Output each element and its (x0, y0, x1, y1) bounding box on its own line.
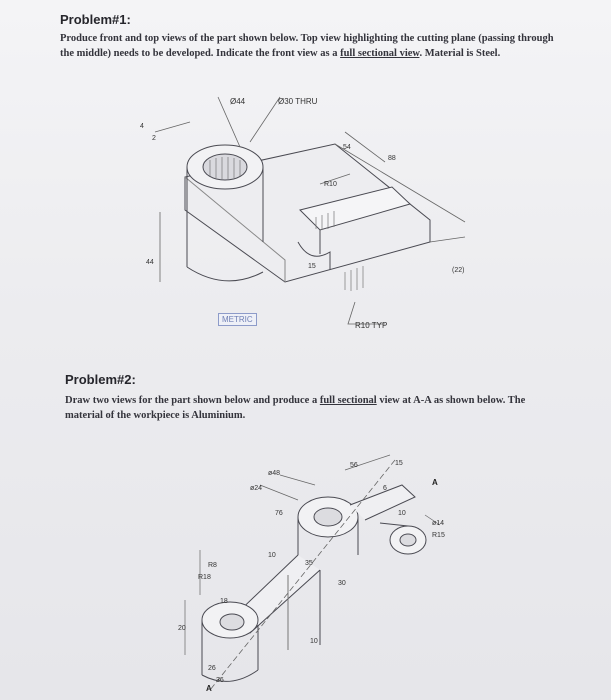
dim-r10: R10 (324, 181, 337, 188)
p2-dim-d15: 15 (395, 460, 403, 467)
p2-dim-d20: 20 (178, 625, 186, 632)
p2-dim-d56: 56 (350, 462, 358, 469)
dim-d15: 15 (308, 263, 316, 270)
p2-dim-d48: ø48 (268, 470, 281, 477)
problem1-isometric-drawing (130, 92, 490, 332)
dim-d88: 88 (388, 155, 396, 162)
p2-section-a-bottom: A (206, 684, 212, 693)
p2-dim-r8: R8 (208, 562, 217, 569)
p2-dim-d18: 18 (220, 598, 228, 605)
p2-dim-d76: 76 (275, 510, 283, 517)
problem1-link[interactable]: full sectional view (340, 48, 420, 59)
p2-dim-d10b: 10 (268, 552, 276, 559)
p2-dim-d36: 36 (216, 677, 224, 684)
problem2-title: Problem#2: (65, 372, 136, 387)
p2-section-a-top: A (432, 478, 438, 487)
problem1-title: Problem#1: (60, 12, 131, 27)
p2-dim-d14: ø14 (432, 520, 445, 527)
p2-dim-r15: R15 (432, 532, 445, 539)
p2-dim-d10a: 10 (398, 510, 406, 517)
p2-dim-d30: 30 (338, 580, 346, 587)
problem2-text-before-link: Draw two views for the part shown below and produce a (65, 395, 320, 406)
p2-dim-r18: R18 (198, 574, 211, 581)
p2-dim-d24: ø24 (250, 485, 263, 492)
dim-d44: Ø44 (230, 97, 246, 106)
p2-dim-d10c: 10 (310, 638, 318, 645)
dim-d30-thru: Ø30 THRU (278, 97, 318, 106)
problem2-isometric-drawing (170, 445, 470, 695)
problem1-text-before-link: Produce front and top views of the part shown below. Top view highlighting the cutting plane (passing through the middle) needs to be developed. Indicate the front view as a (60, 33, 554, 59)
p2-dim-d26: 26 (208, 665, 216, 672)
dim-h44: 44 (146, 259, 154, 266)
p2-dim-d6: 6 (383, 485, 387, 492)
dim-d2: 2 (152, 135, 156, 142)
dim-d22: (22) (452, 267, 465, 274)
metric-badge: METRIC (218, 313, 257, 326)
dim-d54: 54 (343, 144, 351, 151)
problem2-link[interactable]: full sectional (319, 395, 377, 406)
problem1-description (60, 31, 565, 61)
dim-d4: 4 (140, 123, 144, 130)
dim-r10-typ: R10 TYP (355, 321, 388, 330)
problem2-text-after-link: view at A-A as shown below. The material of the workpiece is Aluminium. (65, 395, 526, 421)
problem1-text-after-link: . Material is Steel. (419, 48, 501, 59)
problem2-description (65, 393, 560, 423)
p2-dim-d35: 35 (305, 560, 313, 567)
